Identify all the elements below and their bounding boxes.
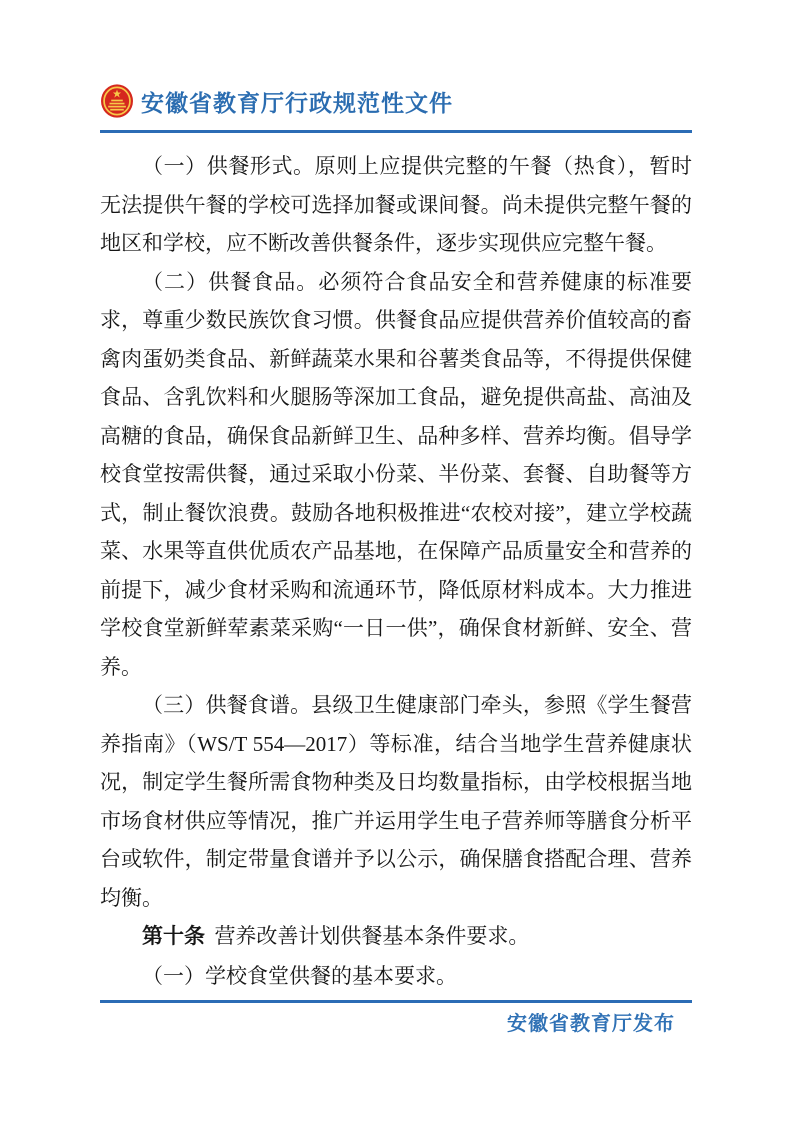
article-title-text: 营养改善计划供餐基本条件要求。 — [214, 924, 530, 948]
document-body — [100, 147, 692, 990]
national-emblem-icon — [100, 82, 134, 120]
paragraph-supply-food: （二）供餐食品。必须符合食品安全和营养健康的标准要求，尊重少数民族饮食习惯。供餐食品应提供营养价值较高的畜禽肉蛋奶类食品、新鲜蔬菜水果和谷薯类食品等，不得提供保健食品、含乳饮料和火腿肠等深加工食品，避免提供高盐、高油及高糖的食品，确保食品新鲜卫生、品种多样、营养均衡。倡导学校食堂按需供餐，通过采取小份菜、半份菜、套餐、自助餐等方式，制止餐饮浪费。鼓励各地积极推进“农校对接”，建立学校蔬菜、水果等直供优质农产品基地，在保障产品质量安全和营养的前提下，减少食材采购和流通环节，降低原材料成本。大力推进学校食堂新鲜荤素菜采购“一日一供”，确保食材新鲜、安全、营养。 — [100, 269, 692, 679]
article-number-label: 第十条 — [142, 925, 205, 948]
document-type-title: 安徽省教育厅行政规范性文件 — [141, 89, 453, 116]
paragraph-article-ten — [100, 917, 692, 957]
paragraph-supply-form: （一）供餐形式。原则上应提供完整的午餐（热食），暂时无法提供午餐的学校可选择加餐或课间餐。尚未提供完整午餐的地区和学校，应不断改善供餐条件，逐步实现供应完整午餐。 — [100, 154, 692, 255]
paragraph-sub-item: （一）学校食堂供餐的基本要求。 — [142, 963, 457, 988]
publisher-line: 安徽省教育厅发布 — [507, 1013, 675, 1035]
footer-divider-rule — [100, 1000, 692, 1003]
document-header — [100, 82, 692, 120]
header-divider-rule — [100, 130, 692, 133]
paragraph-supply-menu: （三）供餐食谱。县级卫生健康部门牵头，参照《学生餐营养指南》（WS/T 554—2017）等标准，结合当地学生营养健康状况，制定学生餐所需食物种类及日均数量指标，由学校根据当地市场食材供应等情况，推广并运用学生电子营养师等膳食分析平台或软件，制定带量食谱并予以公示，确保膳食搭配合理、营养均衡。 — [100, 693, 692, 910]
